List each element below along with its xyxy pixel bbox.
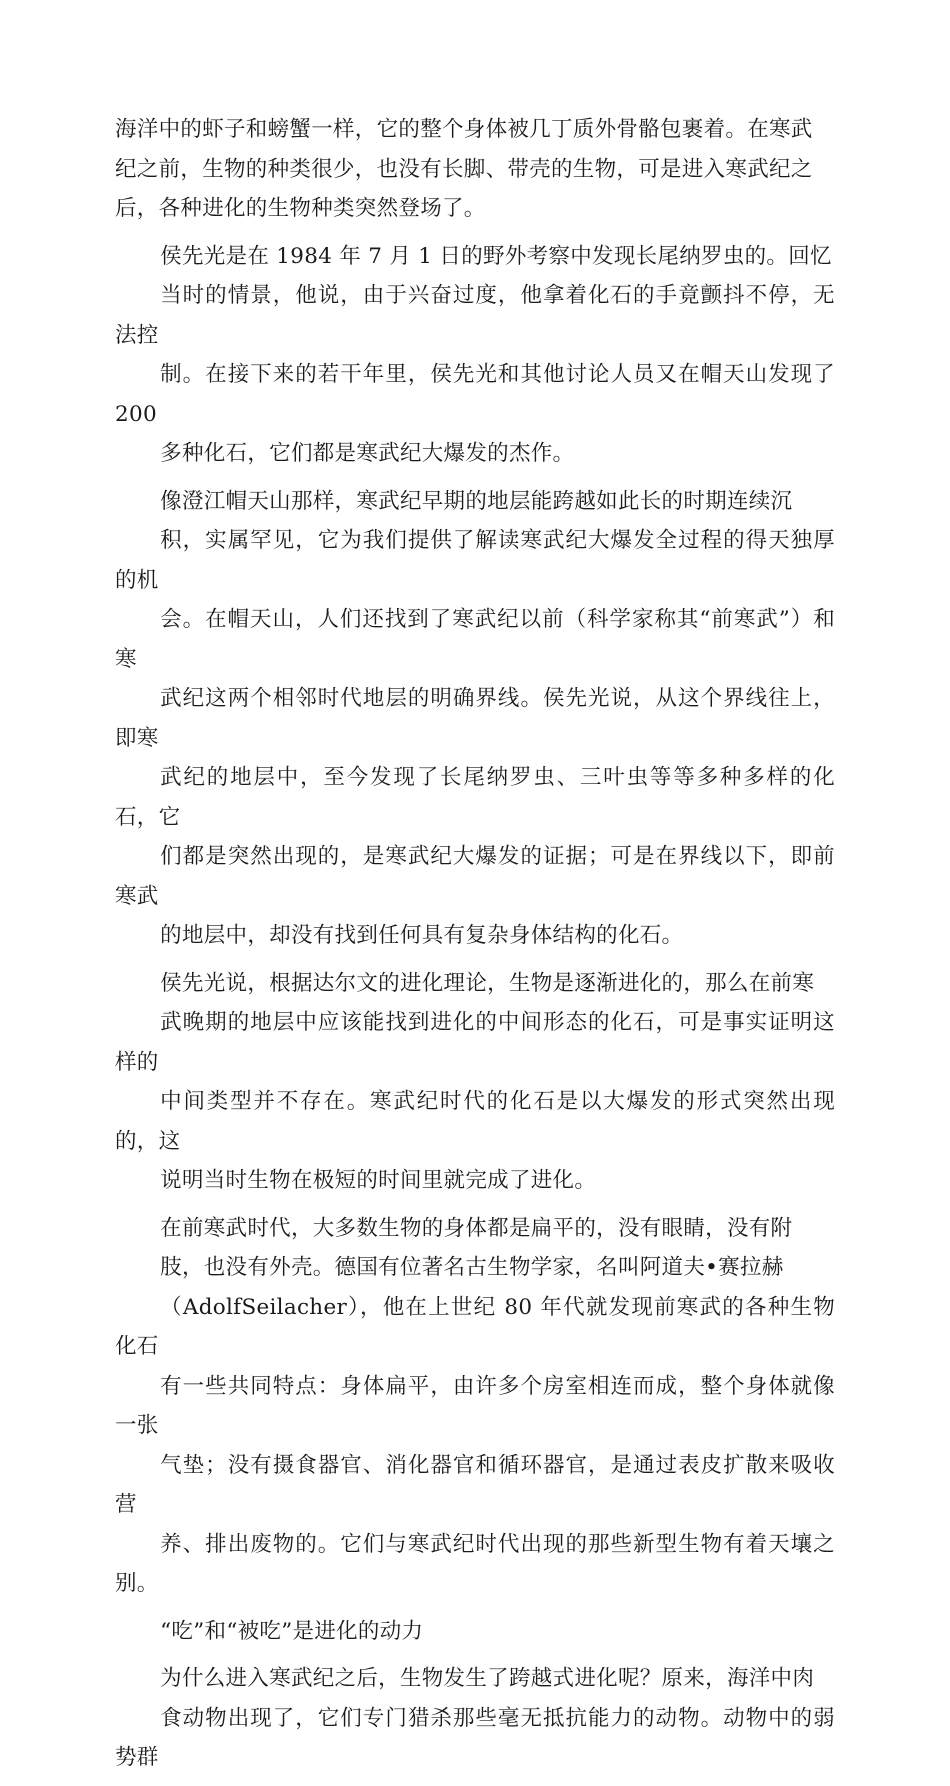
text-line: 中间类型并不存在。寒武纪时代的化石是以大爆发的形式突然出现的，这 xyxy=(115,1089,835,1154)
text-line: 们都是突然出现的，是寒武纪大爆发的证据；可是在界线以下，即前寒武 xyxy=(115,844,835,909)
paragraph xyxy=(115,482,835,956)
text-line: 养、排出废物的。它们与寒武纪时代出现的那些新型生物有着天壤之别。 xyxy=(115,1531,835,1596)
paragraph xyxy=(115,964,835,1201)
article-body xyxy=(115,110,835,1786)
text-line: （AdolfSeilacher），他在上世纪 80 年代就发现前寒武的各种生物化石 xyxy=(115,1294,835,1359)
text-line: 武纪的地层中，至今发现了长尾纳罗虫、三叶虫等等多种多样的化石，它 xyxy=(115,765,835,830)
text-line: 气垫；没有摄食器官、消化器官和循环器官，是通过表皮扩散来吸收营 xyxy=(115,1452,835,1517)
text-line: 武晚期的地层中应该能找到进化的中间形态的化石，可是事实证明这样的 xyxy=(115,1010,835,1075)
text-line: 后，各种进化的生物种类突然登场了。 xyxy=(115,196,486,221)
paragraph xyxy=(115,110,835,229)
text-line: 制。在接下来的若干年里，侯先光和其他讨论人员又在帽天山发现了 200 xyxy=(115,362,835,427)
text-line: 食动物出现了，它们专门猎杀那些毫无抵抗能力的动物。动物中的弱势群 xyxy=(115,1705,835,1770)
text-line: 肢，也没有外壳。德国有位著名古生物学家，名叫阿道夫•赛拉赫 xyxy=(160,1255,784,1280)
text-line: 侯先光说，根据达尔文的进化理论，生物是逐渐进化的，那么在前寒 xyxy=(160,970,815,996)
text-line: 像澄江帽天山那样，寒武纪早期的地层能跨越如此长的时期连续沉 xyxy=(160,488,793,514)
text-line: 说明当时生物在极短的时间里就完成了进化。 xyxy=(160,1168,597,1193)
text-line: 会。在帽天山，人们还找到了寒武纪以前（科学家称其“前寒武”）和寒 xyxy=(115,607,835,672)
paragraph xyxy=(115,1659,835,1778)
text-line: 为什么进入寒武纪之后，生物发生了跨越式进化呢？原来，海洋中肉 xyxy=(160,1666,815,1691)
section-heading xyxy=(115,1612,835,1652)
text-line: “吃”和“被吃”是进化的动力 xyxy=(160,1618,424,1644)
text-line: 多种化石，它们都是寒武纪大爆发的杰作。 xyxy=(160,441,575,466)
text-line: 侯先光是在 1984 年 7 月 1 日的野外考察中发现长尾纳罗虫的。回忆 xyxy=(160,243,832,269)
paragraph xyxy=(115,1209,835,1604)
paragraph xyxy=(115,237,835,474)
text-line: 纪之前，生物的种类很少，也没有长脚、带壳的生物，可是进入寒武纪之 xyxy=(115,156,813,182)
text-line: 在前寒武时代，大多数生物的身体都是扁平的，没有眼睛，没有附 xyxy=(160,1215,793,1241)
text-line: 积，实属罕见，它为我们提供了解读寒武纪大爆发全过程的得天独厚的机 xyxy=(115,528,835,593)
text-line: 有一些共同特点：身体扁平，由许多个房室相连而成，整个身体就像一张 xyxy=(115,1373,835,1438)
text-line: 武纪这两个相邻时代地层的明确界线。侯先光说，从这个界线往上，即寒 xyxy=(115,686,835,751)
text-line: 的地层中，却没有找到任何具有复杂身体结构的化石。 xyxy=(160,923,684,948)
text-line: 海洋中的虾子和螃蟹一样，它的整个身体被几丁质外骨骼包裹着。在寒武 xyxy=(115,117,813,142)
text-line: 当时的情景，他说，由于兴奋过度，他拿着化石的手竟颤抖不停，无法控 xyxy=(115,283,835,348)
